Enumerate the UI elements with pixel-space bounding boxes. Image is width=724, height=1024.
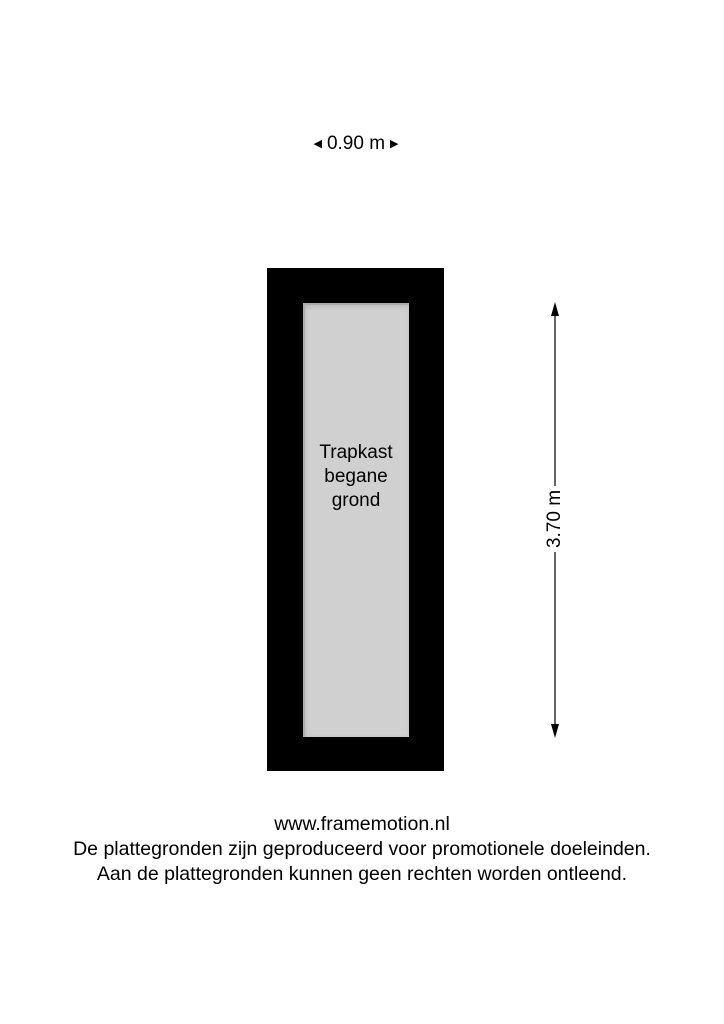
- arrow-up-icon: [551, 302, 559, 316]
- room-label: Trapkast begane grond: [319, 442, 393, 511]
- width-dimension-label: 0.90 m: [326, 133, 386, 154]
- website-link: www.framemotion.nl: [274, 813, 450, 835]
- footer: [0, 812, 724, 887]
- disclaimer-line-2: Aan de plattegronden kunnen geen rechten worden ontleend.: [96, 863, 628, 885]
- width-dimension: [300, 131, 412, 157]
- room-shape: [267, 268, 444, 771]
- arrow-left-icon: ◀: [313, 137, 322, 150]
- room-floor: [303, 303, 409, 737]
- arrow-down-icon: [551, 724, 559, 738]
- floor-plan: [267, 268, 444, 771]
- arrow-right-icon: ▶: [390, 137, 399, 150]
- disclaimer-line-1: De plattegronden zijn geproduceerd voor promotionele doeleinden.: [73, 838, 651, 860]
- length-dimension-label: 3.70 m: [544, 486, 566, 552]
